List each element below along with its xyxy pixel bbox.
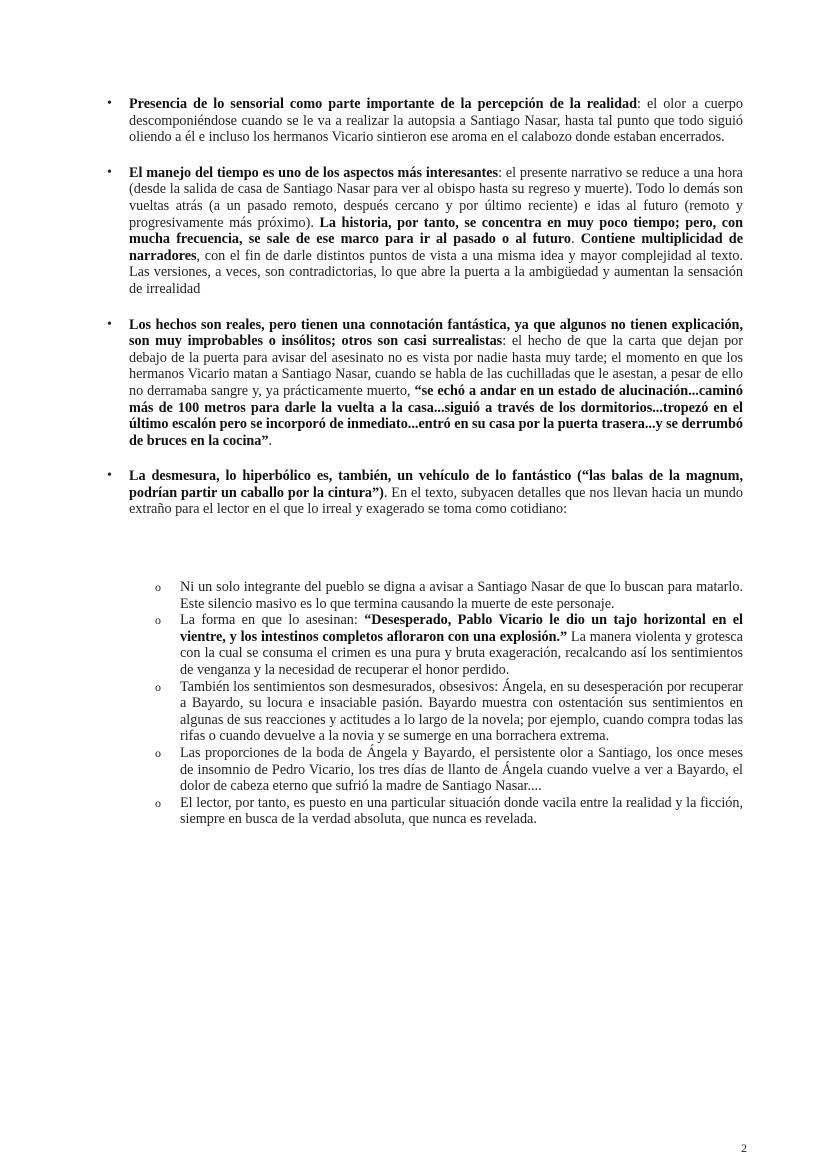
- bullet-icon: •: [107, 96, 112, 111]
- body-text: . En el texto, subyacen detalles que nos llevan hacia un mundo extraño para el lector en el que lo irreal y exagerado se toma como cotidiano:: [129, 484, 743, 518]
- body-text: También los sentimientos son desmesurados, obsesivos: Ángela, en su desesperación por recuperar a Bayardo, su locura e insaciable pasión. Bayardo muestra con ostentación sus sentimientos en algunas de sus reacciones y actitudes a lo largo de la novela; por ejemplo, cuando compra todas las rifas o cuando devuelve a la novia y se sumerge en una borrachera extrema.: [180, 678, 743, 745]
- bold-text: “Desesperado, Pablo Vicario le dio un tajo horizontal en el vientre, y los intestinos completos afloraron con una explosión.”: [180, 612, 743, 645]
- sub-bullet-item: [155, 579, 743, 612]
- circle-bullet-icon: o: [155, 679, 161, 694]
- circle-bullet-icon: o: [155, 613, 161, 628]
- body-text: La forma en que lo asesinan:: [180, 612, 365, 629]
- bold-text: “se echó a andar en un estado de alucinación...caminó más de 100 metros para darle la vuelta a la casa...siguió a través de los dormitorios...tropezó en el último escalón pero se incorporó de inmediato...entró en su casa por la puerta trasera...y se derrumbó de bruces en la cocina”: [129, 382, 743, 449]
- bullet-list: [107, 96, 743, 537]
- body-text: Las proporciones de la boda de Ángela y Bayardo, el persistente olor a Santiago, los once meses de insomnio de Pedro Vicario, los tres días de llanto de Ángela cuando vuelve a ver a Bayardo, el dolor de cabeza eterno que sufrió la madre de Santiago Nasar....: [180, 744, 743, 795]
- sub-bullet-item: [155, 744, 743, 795]
- sub-bullet-item: [155, 678, 743, 745]
- bold-text: El manejo del tiempo es uno de los aspectos más interesantes: [129, 164, 499, 181]
- circle-bullet-icon: o: [155, 580, 161, 594]
- sub-bullet-list: [155, 579, 743, 828]
- bold-text: Los hechos son reales, pero tienen una connotación fantástica, ya que algunos no tienen explicación, son muy improbables o insólitos; otros son casi surrealistas: [129, 316, 743, 350]
- bullet-item: [107, 468, 743, 518]
- bold-text: Presencia de lo sensorial como parte importante de la percepción de la realidad: [129, 96, 637, 112]
- body-text: , con el fin de darle distintos puntos de vista a una misma idea y mayor complejidad al texto. Las versiones, a veces, son contradictorias, lo que abre la puerta a la ambigüedad y aumentan la sensación de irrealidad: [129, 247, 743, 297]
- page-number: 2: [741, 1141, 747, 1155]
- sub-bullet-item: [155, 612, 743, 678]
- circle-bullet-icon: o: [155, 795, 161, 810]
- bullet-item: [107, 164, 743, 298]
- bold-text: La desmesura, lo hiperbólico es, también, un vehículo de lo fantástico (“las balas de la magnum, podrían partir un caballo por la cintura”): [129, 468, 743, 501]
- bold-text: La historia, por tanto, se concentra en muy poco tiempo; pero, con mucha frecuencia, se sale de ese marco para ir al pasado o al futuro: [129, 214, 743, 248]
- bullet-icon: •: [107, 468, 112, 484]
- body-text: : el hecho de que la carta que dejan por debajo de la puerta para avisar del asesinato no es vista por nadie hasta muy tarde; el momento en que los hermanos Vicario matan a Santiago Nasar, cuando se habla de las cuchilladas que le asestan, a pesar de ello no derramaba sangre y, ya prácticamente muerto,: [129, 333, 743, 399]
- bullet-item: [107, 316, 743, 450]
- body-text: Ni un solo integrante del pueblo se digna a avisar a Santiago Nasar de que lo buscan para matarlo. Este silencio masivo es lo que termina causando la muerte de este personaje.: [180, 579, 743, 612]
- body-text: El lector, por tanto, es puesto en una particular situación donde vacila entre la realidad y la ficción, siempre en busca de la verdad absoluta, que nunca es revelada.: [180, 794, 743, 828]
- bold-text: Contiene multiplicidad de narradores: [129, 231, 743, 264]
- circle-bullet-icon: o: [155, 745, 161, 760]
- body-text: .: [268, 432, 273, 449]
- body-text: : el presente narrativo se reduce a una hora (desde la salida de casa de Santiago Nasar para ver al obispo hasta su regreso y muerte). Todo lo demás son vueltas atrás (a un pasado remoto, después cercano y por último reciente) e idas al futuro (remoto y progresivamente más próximo).: [129, 164, 743, 231]
- body-text: .: [571, 231, 581, 248]
- bullet-icon: •: [107, 164, 112, 180]
- sub-bullet-item: [155, 794, 743, 828]
- body-text: La manera violenta y grotesca con la cual se consuma el crimen es una pura y bruta exageración, recalcando así los sentimientos de venganza y la necesidad de recuperar el honor perdido.: [180, 628, 743, 678]
- bullet-item: [107, 96, 743, 146]
- body-text: : el olor a cuerpo descomponiéndose cuando se le va a realizar la autopsia a Santiago Nasar, hasta tal punto que todo siguió oliendo a él e incluso los hermanos Vicario sintieron ese aroma en el calabozo donde estaban encerrados.: [129, 96, 743, 146]
- bullet-icon: •: [107, 316, 112, 332]
